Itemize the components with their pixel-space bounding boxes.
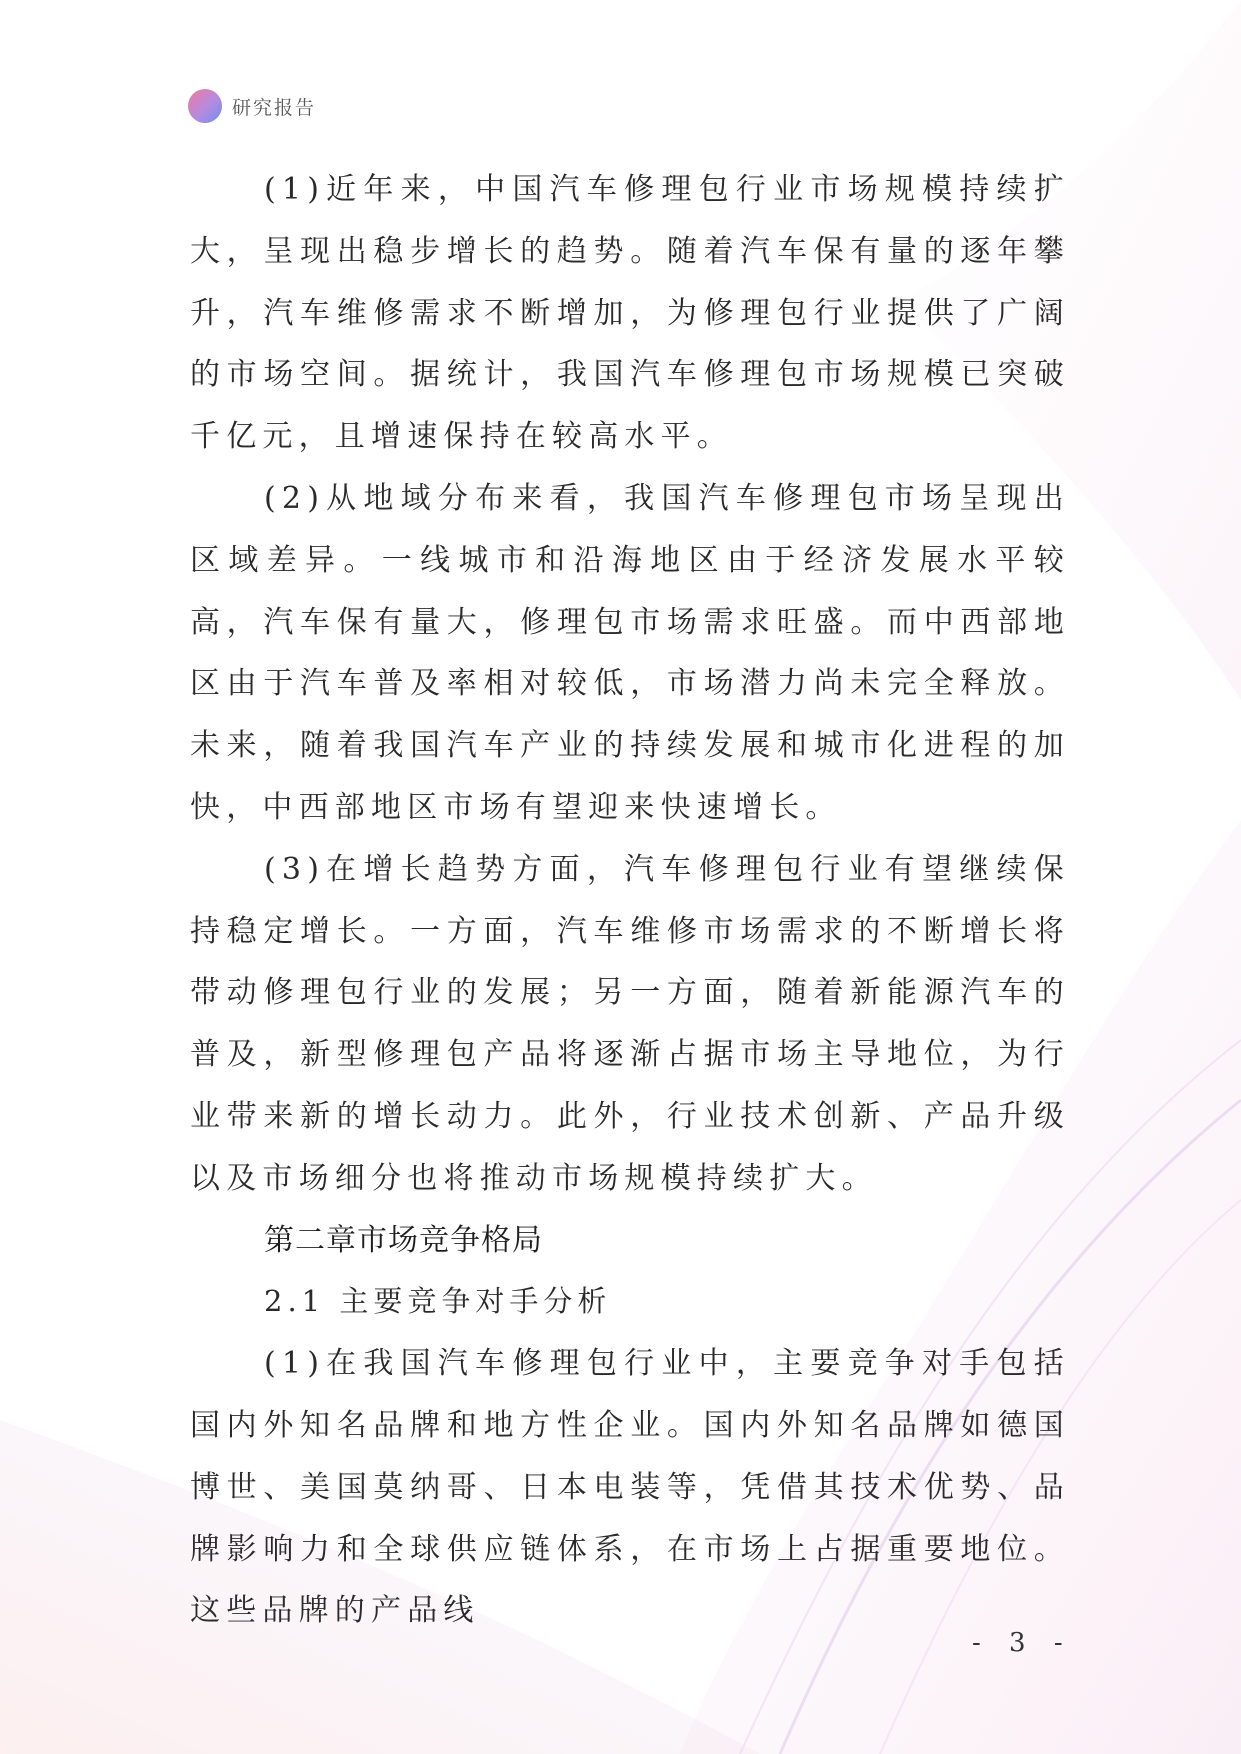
paragraph-1: (1)近年来，中国汽车修理包行业市场规模持续扩大，呈现出稳步增长的趋势。随着汽车保有量的逐年攀升，汽车维修需求不断增加，为修理包行业提供了广阔的市场空间。据统计，我国汽车修理包市场规模已突破千亿元，且增速保持在较高水平。 — [190, 172, 1070, 455]
report-body — [190, 159, 1070, 1642]
report-header — [188, 88, 316, 124]
paragraph-3: (3)在增长趋势方面，汽车修理包行业有望继续保持稳定增长。一方面，汽车维修市场需求的不断增长将带动修理包行业的发展；另一方面，随着新能源汽车的普及，新型修理包产品将逐渐占据市场主导地位，为行业带来新的增长动力。此外，行业技术创新、产品升级以及市场细分也将推动市场规模持续扩大。 — [190, 851, 1070, 1196]
paragraph-2: (2)从地域分布来看，我国汽车修理包市场呈现出区域差异。一线城市和沿海地区由于经济发展水平较高，汽车保有量大，修理包市场需求旺盛。而中西部地区由于汽车普及率相对较低，市场潜力尚未完全释放。未来，随着我国汽车产业的持续发展和城市化进程的加快，中西部地区市场有望迎来快速增长。 — [190, 480, 1070, 825]
chapter-title: 第二章市场竞争格局 — [264, 1222, 543, 1258]
section-title: 2.1 主要竞争对手分析 — [264, 1284, 612, 1319]
page-number: - 3 - — [972, 1628, 1073, 1658]
header-title: 研究报告 — [232, 96, 317, 119]
paragraph-4: (1)在我国汽车修理包行业中，主要竞争对手包括国内外知名品牌和地方性企业。国内外知名品牌如德国博世、美国莫纳哥、日本电装等，凭借其技术优势、品牌影响力和全球供应链体系，在市场上占据重要地位。这些品牌的产品线 — [190, 1346, 1070, 1629]
report-logo-icon — [188, 89, 222, 123]
